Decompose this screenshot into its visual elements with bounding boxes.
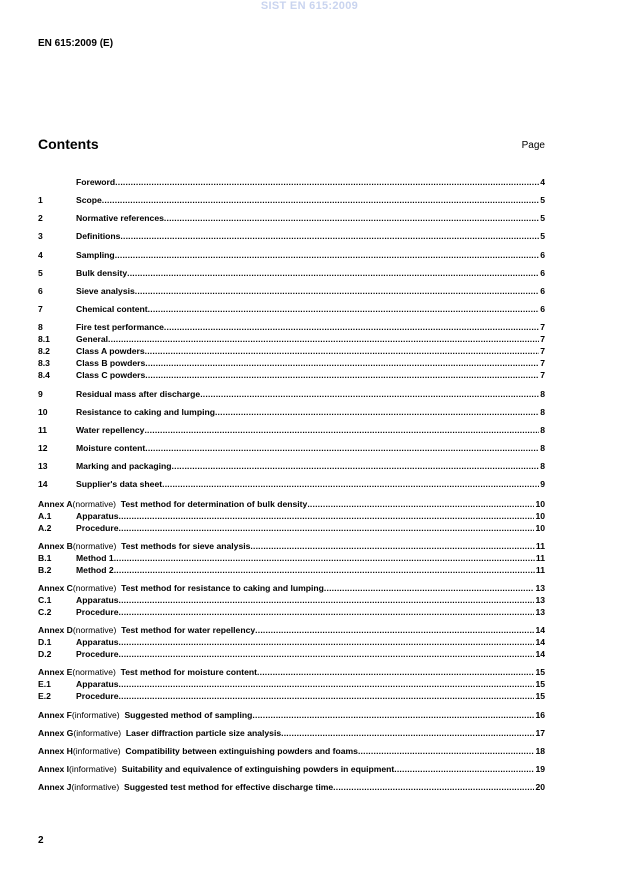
toc-entry-label: Class C powders (76, 370, 146, 380)
toc-page-number: 5 (540, 195, 545, 205)
toc-entry-label: Test method for moisture content (120, 667, 258, 677)
toc-leader-dots (119, 522, 535, 534)
toc-entry-number: 14 (38, 479, 48, 489)
toc-annex-id: Annex C (38, 583, 73, 593)
toc-entry-label: Suitability and equivalence of extinguishing powders in equipment (121, 764, 395, 774)
toc-entry-label: Procedure (76, 649, 119, 659)
toc-leader-dots (145, 345, 540, 357)
toc-entry-label: Class B powders (76, 358, 146, 368)
toc-entry-number: E.2 (38, 691, 51, 701)
toc-entry[interactable] (38, 321, 545, 333)
toc-entry[interactable] (38, 230, 545, 242)
toc-page-number: 5 (540, 231, 545, 241)
toc-leader-dots (119, 510, 535, 522)
toc-page-number: 9 (540, 479, 545, 489)
toc-leader-dots (200, 388, 539, 400)
toc-leader-dots (119, 594, 535, 606)
toc-entry-number: A.2 (38, 523, 52, 533)
page-number: 2 (38, 835, 44, 846)
toc-entry[interactable] (38, 522, 545, 534)
toc-page-number: 7 (540, 334, 545, 344)
toc-entry-number: 4 (38, 250, 43, 260)
toc-entry-label: Definitions (76, 231, 121, 241)
toc-leader-dots (119, 690, 535, 702)
toc-leader-dots (255, 624, 534, 636)
toc-annex-id: Annex D (38, 625, 73, 635)
toc-entry-number: B.2 (38, 565, 52, 575)
toc-annex-id: Annex F (38, 710, 72, 720)
toc-page-number: 6 (540, 304, 545, 314)
toc-entry-number: 8.3 (38, 358, 50, 368)
toc-annex-id: Annex I (38, 764, 70, 774)
toc-page-number: 7 (540, 346, 545, 356)
toc-leader-dots (120, 230, 539, 242)
toc-leader-dots (281, 727, 534, 739)
toc-page-number: 8 (540, 407, 545, 417)
toc-page-number: 7 (540, 358, 545, 368)
toc-entry-number: 8.2 (38, 346, 50, 356)
toc-entry-number: D.2 (38, 649, 52, 659)
toc-entry-label: Marking and packaging (76, 461, 172, 471)
toc-entry[interactable] (38, 212, 545, 224)
contents-title: Contents (38, 136, 99, 152)
toc-annex-id: Annex B (38, 541, 73, 551)
toc-entry-label: Fire test performance (76, 322, 164, 332)
toc-leader-dots (119, 606, 535, 618)
toc-leader-dots (144, 424, 539, 436)
toc-annex-kind: (normative) (72, 583, 117, 593)
toc-entry-label: Sampling (76, 250, 115, 260)
toc-entry[interactable] (38, 303, 545, 315)
toc-page-number: 7 (540, 370, 545, 380)
toc-page-number: 8 (540, 425, 545, 435)
toc-page-number: 6 (540, 268, 545, 278)
toc-page-number: 13 (535, 583, 545, 593)
toc-entry-label: Resistance to caking and lumping (76, 407, 215, 417)
toc-entry-label: Test method for determination of bulk density (120, 499, 308, 509)
toc-annex-kind: (normative) (72, 499, 117, 509)
toc-entry-number: 3 (38, 231, 43, 241)
toc-entry[interactable] (38, 388, 545, 400)
toc-entry-label: Supplier's data sheet (76, 479, 163, 489)
toc-entry[interactable] (38, 357, 545, 369)
toc-leader-dots (358, 745, 534, 757)
toc-annex-id: Annex A (38, 499, 73, 509)
toc-entry[interactable] (38, 690, 545, 702)
toc-entry-label: Suggested method of sampling (124, 710, 253, 720)
toc-entry-number: 2 (38, 213, 43, 223)
toc-leader-dots (172, 460, 540, 472)
toc-page-number: 8 (540, 389, 545, 399)
toc-leader-dots (145, 369, 539, 381)
toc-page-number: 5 (540, 213, 545, 223)
toc-page-number: 6 (540, 250, 545, 260)
toc-annex-entry[interactable] (38, 582, 545, 594)
toc-entry-label: Chemical content (76, 304, 148, 314)
toc-entry-number: 7 (38, 304, 43, 314)
toc-entry[interactable] (38, 442, 545, 454)
toc-entry[interactable] (38, 564, 545, 576)
toc-page-number: 16 (535, 710, 545, 720)
toc-entry-label: Class A powders (76, 346, 145, 356)
toc-leader-dots (145, 357, 539, 369)
toc-leader-dots (257, 666, 534, 678)
toc-page-number: 20 (535, 782, 545, 792)
toc-leader-dots (135, 285, 539, 297)
toc-entry-number: 8.1 (38, 334, 50, 344)
toc-entry-label: Test method for water repellency (121, 625, 256, 635)
toc-entry-label: Method 2 (76, 565, 114, 575)
watermark: SIST EN 615:2009 (260, 0, 359, 12)
toc-leader-dots (102, 194, 539, 206)
toc-leader-dots (164, 212, 539, 224)
toc-entry-label: Bulk density (76, 268, 128, 278)
toc-leader-dots (119, 648, 535, 660)
toc-annex-kind: (normative) (72, 667, 116, 677)
toc-annex-kind: (informative) (73, 728, 122, 738)
toc-leader-dots (108, 333, 539, 345)
toc-entry-label: Residual mass after discharge (76, 389, 201, 399)
toc-entry-label: Compatibility between extinguishing powders and foams (125, 746, 358, 756)
toc-leader-dots (162, 478, 539, 490)
toc-entry[interactable] (38, 267, 545, 279)
toc-annex-entry[interactable] (38, 781, 545, 793)
toc-entry-number: 8.4 (38, 370, 50, 380)
toc-entry[interactable] (38, 648, 545, 660)
toc-entry-label: Apparatus (76, 595, 119, 605)
toc-entry[interactable] (38, 285, 545, 297)
toc-annex-entry[interactable] (38, 498, 545, 510)
page-column-header: Page (521, 140, 545, 151)
toc-entry[interactable] (38, 478, 545, 490)
toc-page-number: 19 (535, 764, 545, 774)
toc-annex-entry[interactable] (38, 666, 545, 678)
toc-entry-label: Apparatus (76, 511, 119, 521)
toc-page-number: 14 (535, 637, 545, 647)
toc-page-number: 11 (535, 565, 545, 575)
toc-leader-dots (114, 552, 535, 564)
toc-entry-label: Laser diffraction particle size analysis (125, 728, 282, 738)
toc-leader-dots (119, 636, 535, 648)
toc-page-number: 15 (535, 691, 545, 701)
toc-page-number: 10 (535, 523, 545, 533)
toc-leader-dots (215, 406, 539, 418)
toc-entry-label: Sieve analysis (76, 286, 135, 296)
toc-entry-label: Procedure (76, 691, 119, 701)
toc-leader-dots (115, 176, 539, 188)
toc-page-number: 7 (540, 322, 545, 332)
toc-entry-label: Procedure (76, 607, 119, 617)
toc-leader-dots (333, 781, 534, 793)
toc-page-number: 18 (535, 746, 545, 756)
toc-entry-number: 9 (38, 389, 43, 399)
toc-page-number: 17 (535, 728, 545, 738)
toc-page-number: 6 (540, 286, 545, 296)
toc-entry-number: 13 (38, 461, 48, 471)
toc-annex-id: Annex H (38, 746, 73, 756)
toc-annex-entry[interactable] (38, 763, 545, 775)
toc-entry[interactable] (38, 678, 545, 690)
toc-leader-dots (324, 582, 535, 594)
toc-entry-label: Method 1 (76, 553, 114, 563)
toc-entry[interactable] (38, 345, 545, 357)
toc-annex-kind: (informative) (71, 782, 120, 792)
toc-page-number: 8 (540, 461, 545, 471)
toc-entry-label: Apparatus (76, 637, 119, 647)
toc-entry-label: Moisture content (76, 443, 146, 453)
toc-entry-number: B.1 (38, 553, 52, 563)
toc-page-number: 14 (535, 649, 545, 659)
toc-annex-entry[interactable] (38, 727, 545, 739)
toc-leader-dots (127, 267, 539, 279)
toc-entry-label: Water repellency (76, 425, 145, 435)
toc-entry[interactable] (38, 606, 545, 618)
toc-entry-label: Scope (76, 195, 102, 205)
toc-leader-dots (307, 498, 534, 510)
toc-entry-label: Foreword (76, 177, 116, 187)
toc-entry-number: C.1 (38, 595, 52, 605)
toc-entry[interactable] (38, 406, 545, 418)
toc-entry[interactable] (38, 594, 545, 606)
toc-page-number: 13 (535, 595, 545, 605)
toc-annex-kind: (informative) (69, 764, 117, 774)
toc-annex-kind: (normative) (72, 541, 117, 551)
toc-annex-kind: (normative) (72, 625, 117, 635)
toc-leader-dots (148, 303, 540, 315)
toc-page-number: 4 (540, 177, 545, 187)
toc-entry-label: Test methods for sieve analysis (121, 541, 251, 551)
toc-leader-dots (115, 249, 540, 261)
toc-entry[interactable] (38, 249, 545, 261)
toc-entry-label: Apparatus (76, 679, 119, 689)
toc-entry[interactable] (38, 194, 545, 206)
toc-entry-number: 6 (38, 286, 43, 296)
toc-page-number: 8 (540, 443, 545, 453)
toc-annex-id: Annex J (38, 782, 72, 792)
document-id: EN 615:2009 (E) (38, 38, 114, 49)
toc-page-number: 10 (535, 511, 545, 521)
toc-page-number: 15 (535, 667, 545, 677)
toc-annex-entry[interactable] (38, 540, 545, 552)
toc-entry-number: 5 (38, 268, 43, 278)
toc-entry[interactable] (38, 552, 545, 564)
toc-entry[interactable] (38, 369, 545, 381)
toc-entry[interactable] (38, 176, 545, 188)
toc-entry[interactable] (38, 424, 545, 436)
toc-page-number: 13 (535, 607, 545, 617)
toc-entry-number: E.1 (38, 679, 51, 689)
toc-entry-label: Procedure (76, 523, 119, 533)
toc-entry-number: D.1 (38, 637, 52, 647)
toc-entry-number: 1 (38, 195, 43, 205)
toc-entry-number: A.1 (38, 511, 52, 521)
toc-entry-number: 10 (38, 407, 48, 417)
toc-entry-label: Suggested test method for effective discharge time (123, 782, 334, 792)
toc-leader-dots (394, 763, 534, 775)
toc-annex-kind: (informative) (72, 746, 121, 756)
toc-leader-dots (164, 321, 539, 333)
toc-leader-dots (250, 540, 535, 552)
toc-annex-entry[interactable] (38, 745, 545, 757)
toc-entry-label: Normative references (76, 213, 164, 223)
toc-leader-dots (119, 678, 535, 690)
toc-entry[interactable] (38, 510, 545, 522)
toc-annex-entry[interactable] (38, 709, 545, 721)
toc-annex-id: Annex G (38, 728, 74, 738)
toc-entry-label: General (76, 334, 109, 344)
toc-page-number: 11 (535, 553, 545, 563)
toc-entry-number: 12 (38, 443, 48, 453)
toc-entry[interactable] (38, 460, 545, 472)
toc-leader-dots (145, 442, 539, 454)
toc-entry-number: 11 (38, 425, 48, 435)
toc-page-number: 15 (535, 679, 545, 689)
toc-leader-dots (252, 709, 534, 721)
toc-entry[interactable] (38, 333, 545, 345)
toc-entry-label: Test method for resistance to caking and lumping (121, 583, 324, 593)
toc-page-number: 14 (535, 625, 545, 635)
toc-annex-id: Annex E (38, 667, 73, 677)
toc-entry-number: C.2 (38, 607, 52, 617)
toc-annex-entry[interactable] (38, 624, 545, 636)
toc-page-number: 10 (535, 499, 545, 509)
toc-leader-dots (114, 564, 535, 576)
toc-entry[interactable] (38, 636, 545, 648)
toc-annex-kind: (informative) (71, 710, 120, 720)
toc-entry-number: 8 (38, 322, 43, 332)
toc-page-number: 11 (535, 541, 545, 551)
